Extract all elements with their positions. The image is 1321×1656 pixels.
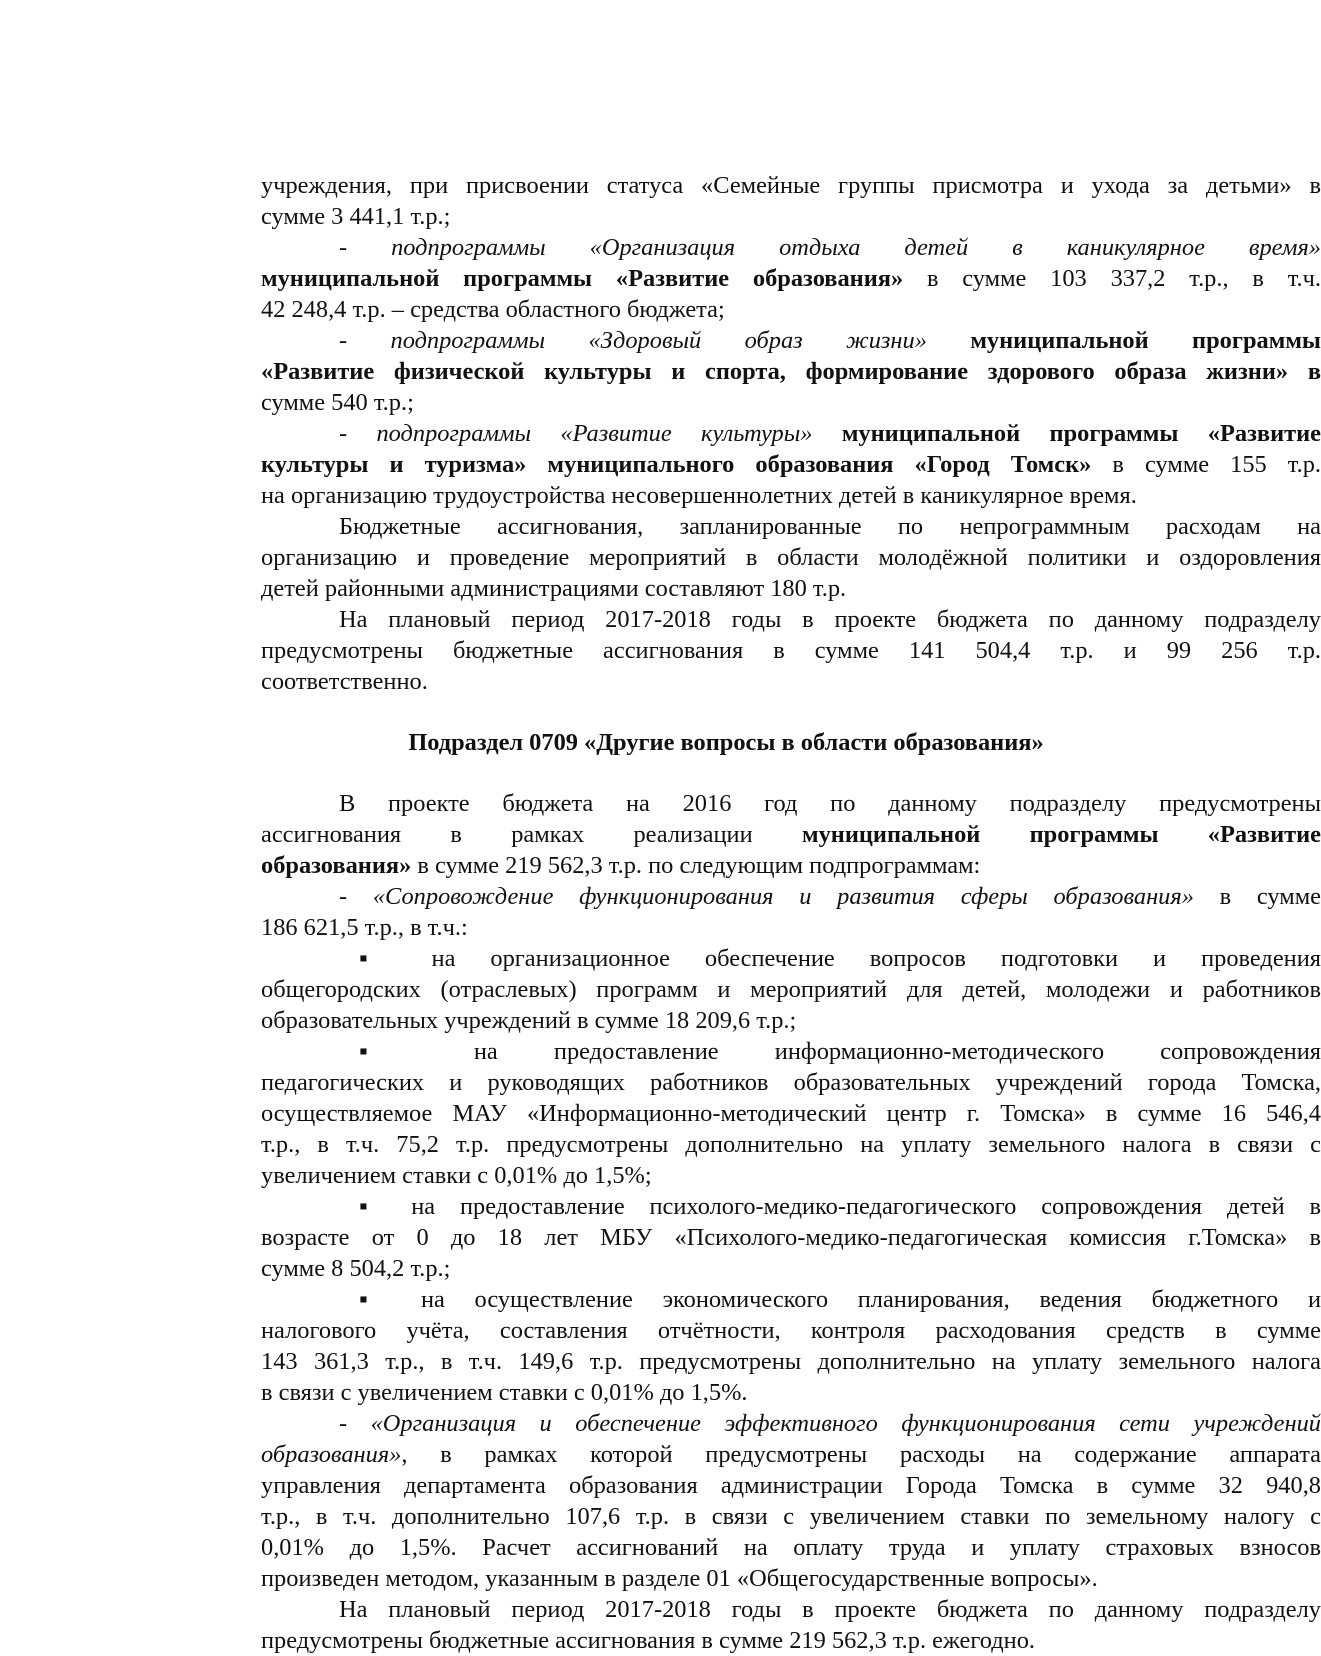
text-line bbox=[261, 1253, 1321, 1284]
text-run: сумме 8 504,2 т.р.; bbox=[261, 1255, 451, 1282]
bold-text: культуры и туризма» муниципального образования «Город Томск» bbox=[261, 451, 1092, 478]
text-line bbox=[261, 1625, 1321, 1656]
text-line bbox=[261, 1222, 1321, 1253]
text-line bbox=[261, 294, 1321, 325]
text-run: организацию и проведение мероприятий в области молодёжной политики и оздоровления bbox=[261, 544, 1321, 571]
text-line bbox=[261, 1005, 1321, 1036]
paragraph bbox=[261, 1408, 1321, 1594]
text-run bbox=[812, 420, 841, 447]
text-run: ▪ на предоставление психолого-медико-педагогического сопровождения детей в bbox=[359, 1193, 1321, 1220]
text-line bbox=[261, 1284, 1321, 1315]
text-line bbox=[261, 1036, 1321, 1067]
text-run: Бюджетные ассигнования, запланированные по непрограммным расходам на bbox=[339, 513, 1321, 540]
italic-text: «Сопровождение функционирования и развития сферы образования» bbox=[372, 883, 1194, 910]
italic-text: подпрограммы «Развитие культуры» bbox=[376, 420, 813, 447]
text-line bbox=[261, 232, 1321, 263]
italic-text: «Организация и обеспечение эффективного функционирования сети учреждений bbox=[370, 1410, 1321, 1437]
text-line bbox=[261, 418, 1321, 449]
text-line bbox=[261, 449, 1321, 480]
text-run: На плановый период 2017-2018 годы в проекте бюджета по данному подразделу bbox=[339, 606, 1321, 633]
text-run: общегородских (отраслевых) программ и мероприятий для детей, молодежи и работников bbox=[261, 976, 1321, 1003]
italic-text: подпрограммы «Организация отдыха детей в каникулярное время» bbox=[391, 234, 1321, 261]
paragraph bbox=[261, 881, 1321, 943]
text-run: В проекте бюджета на 2016 год по данному подразделу предусмотрены bbox=[339, 790, 1321, 817]
text-line bbox=[261, 850, 1321, 881]
text-run: на организацию трудоустройства несовершеннолетних детей в каникулярное время. bbox=[261, 482, 1137, 509]
text-line bbox=[261, 1532, 1321, 1563]
text-run: произведен методом, указанным в разделе 01 «Общегосударственные вопросы». bbox=[261, 1565, 1098, 1592]
text-run: 42 248,4 т.р. – средства областного бюджета; bbox=[261, 296, 725, 323]
text-run: управления департамента образования администрации Города Томска в сумме 32 940,8 bbox=[261, 1472, 1321, 1499]
paragraph bbox=[261, 511, 1321, 604]
text-line bbox=[261, 881, 1321, 912]
text-run: в сумме 155 т.р. bbox=[1091, 451, 1321, 478]
bold-text: муниципальной программы bbox=[970, 327, 1321, 354]
text-line bbox=[261, 1594, 1321, 1625]
text-line bbox=[261, 943, 1321, 974]
text-line bbox=[261, 1191, 1321, 1222]
text-line bbox=[261, 788, 1321, 819]
text-run: 186 621,5 т.р., в т.ч.: bbox=[261, 914, 468, 941]
bold-text: муниципальной программы «Развитие bbox=[841, 420, 1321, 447]
bold-text: муниципальной программы «Развитие образования» bbox=[261, 265, 904, 292]
bold-text: образования» bbox=[261, 852, 412, 879]
text-run: учреждения, при присвоении статуса «Семейные группы присмотра и ухода за детьми» в bbox=[261, 172, 1321, 199]
italic-text: образования» bbox=[261, 1441, 402, 1468]
text-run: - bbox=[339, 327, 391, 354]
paragraph bbox=[261, 325, 1321, 418]
text-run: детей районными администрациями составляют 180 т.р. bbox=[261, 575, 847, 602]
text-run: - bbox=[339, 1410, 371, 1437]
text-run: ассигнования в рамках реализации bbox=[261, 821, 802, 848]
text-line bbox=[261, 1067, 1321, 1098]
text-line bbox=[261, 325, 1321, 356]
text-line bbox=[261, 1098, 1321, 1129]
paragraph bbox=[261, 232, 1321, 325]
text-line bbox=[261, 666, 1321, 697]
text-line bbox=[261, 1501, 1321, 1532]
text-run: - bbox=[339, 420, 377, 447]
text-line bbox=[261, 1470, 1321, 1501]
text-line bbox=[261, 1377, 1321, 1408]
text-run: в сумме 219 562,3 т.р. по следующим подпрограммам: bbox=[411, 852, 981, 879]
text-run: педагогических и руководящих работников образовательных учреждений города Томска, bbox=[261, 1069, 1321, 1096]
text-run: налогового учёта, составления отчётности, контроля расходования средств в сумме bbox=[261, 1317, 1321, 1344]
text-run: ▪ на предоставление информационно-методического сопровождения bbox=[359, 1038, 1321, 1065]
bold-text: «Развитие физической культуры и спорта, формирование здорового образа жизни» в bbox=[261, 358, 1321, 385]
text-line bbox=[261, 635, 1321, 666]
text-run: 143 361,3 т.р., в т.ч. 149,6 т.р. предусмотрены дополнительно на уплату земельного налога bbox=[261, 1348, 1321, 1375]
text-run: осуществляемое МАУ «Информационно-методический центр г. Томска» в сумме 16 546,4 bbox=[261, 1100, 1321, 1127]
text-run: т.р., в т.ч. 75,2 т.р. предусмотрены дополнительно на уплату земельного налога в связи с bbox=[261, 1131, 1321, 1158]
paragraph bbox=[261, 1036, 1321, 1191]
bold-text: муниципальной программы «Развитие bbox=[801, 821, 1321, 848]
text-line bbox=[261, 1408, 1321, 1439]
paragraph bbox=[261, 170, 1321, 232]
text-line bbox=[261, 1563, 1321, 1594]
text-line bbox=[261, 604, 1321, 635]
text-line bbox=[261, 356, 1321, 387]
paragraph bbox=[261, 418, 1321, 511]
text-run: На плановый период 2017-2018 годы в проекте бюджета по данному подразделу bbox=[339, 1596, 1321, 1623]
text-run: в сумме bbox=[1193, 883, 1321, 910]
text-run: , в рамках которой предусмотрены расходы на содержание аппарата bbox=[401, 1441, 1321, 1468]
text-run bbox=[927, 327, 970, 354]
paragraph bbox=[261, 1284, 1321, 1408]
text-line bbox=[261, 1315, 1321, 1346]
text-line bbox=[261, 1160, 1321, 1191]
text-line bbox=[261, 201, 1321, 232]
text-run: ▪ на организационное обеспечение вопросов подготовки и проведения bbox=[359, 945, 1321, 972]
text-line bbox=[261, 263, 1321, 294]
paragraph bbox=[261, 788, 1321, 881]
italic-text: подпрограммы «Здоровый образ жизни» bbox=[390, 327, 927, 354]
text-line bbox=[261, 387, 1321, 418]
text-run: сумме 540 т.р.; bbox=[261, 389, 414, 416]
document-page bbox=[261, 170, 1321, 1656]
paragraph bbox=[261, 1191, 1321, 1284]
text-line bbox=[261, 542, 1321, 573]
text-line bbox=[261, 819, 1321, 850]
text-run: - bbox=[339, 234, 392, 261]
text-line bbox=[261, 1129, 1321, 1160]
text-run: - bbox=[339, 883, 373, 910]
text-run: увеличением ставки с 0,01% до 1,5%; bbox=[261, 1162, 652, 1189]
text-line bbox=[261, 573, 1321, 604]
paragraph bbox=[261, 604, 1321, 697]
text-line bbox=[261, 480, 1321, 511]
text-run: 0,01% до 1,5%. Расчет ассигнований на оплату труда и уплату страховых взносов bbox=[261, 1534, 1321, 1561]
text-line bbox=[261, 170, 1321, 201]
text-run: образовательных учреждений в сумме 18 209,6 т.р.; bbox=[261, 1007, 797, 1034]
text-run: возрасте от 0 до 18 лет МБУ «Психолого-медико-педагогическая комиссия г.Томска» в bbox=[261, 1224, 1321, 1251]
text-run: в связи с увеличением ставки с 0,01% до 1,5%. bbox=[261, 1379, 748, 1406]
paragraph bbox=[261, 1594, 1321, 1656]
text-line bbox=[261, 912, 1321, 943]
text-run: предусмотрены бюджетные ассигнования в сумме 219 562,3 т.р. ежегодно. bbox=[261, 1627, 1035, 1654]
section-heading: Подраздел 0709 «Другие вопросы в области образования» bbox=[408, 729, 1044, 756]
text-line bbox=[261, 974, 1321, 1005]
text-line bbox=[261, 1439, 1321, 1470]
text-run: т.р., в т.ч. дополнительно 107,6 т.р. в связи с увеличением ставки по земельному налогу с bbox=[261, 1503, 1321, 1530]
text-run: в сумме 103 337,2 т.р., в т.ч. bbox=[903, 265, 1321, 292]
text-run: сумме 3 441,1 т.р.; bbox=[261, 203, 451, 230]
paragraph bbox=[261, 943, 1321, 1036]
text-run: предусмотрены бюджетные ассигнования в сумме 141 504,4 т.р. и 99 256 т.р. bbox=[261, 637, 1321, 664]
text-run: ▪ на осуществление экономического планирования, ведения бюджетного и bbox=[359, 1286, 1321, 1313]
text-line bbox=[261, 511, 1321, 542]
text-run: соответственно. bbox=[261, 668, 428, 695]
text-line bbox=[261, 1346, 1321, 1377]
